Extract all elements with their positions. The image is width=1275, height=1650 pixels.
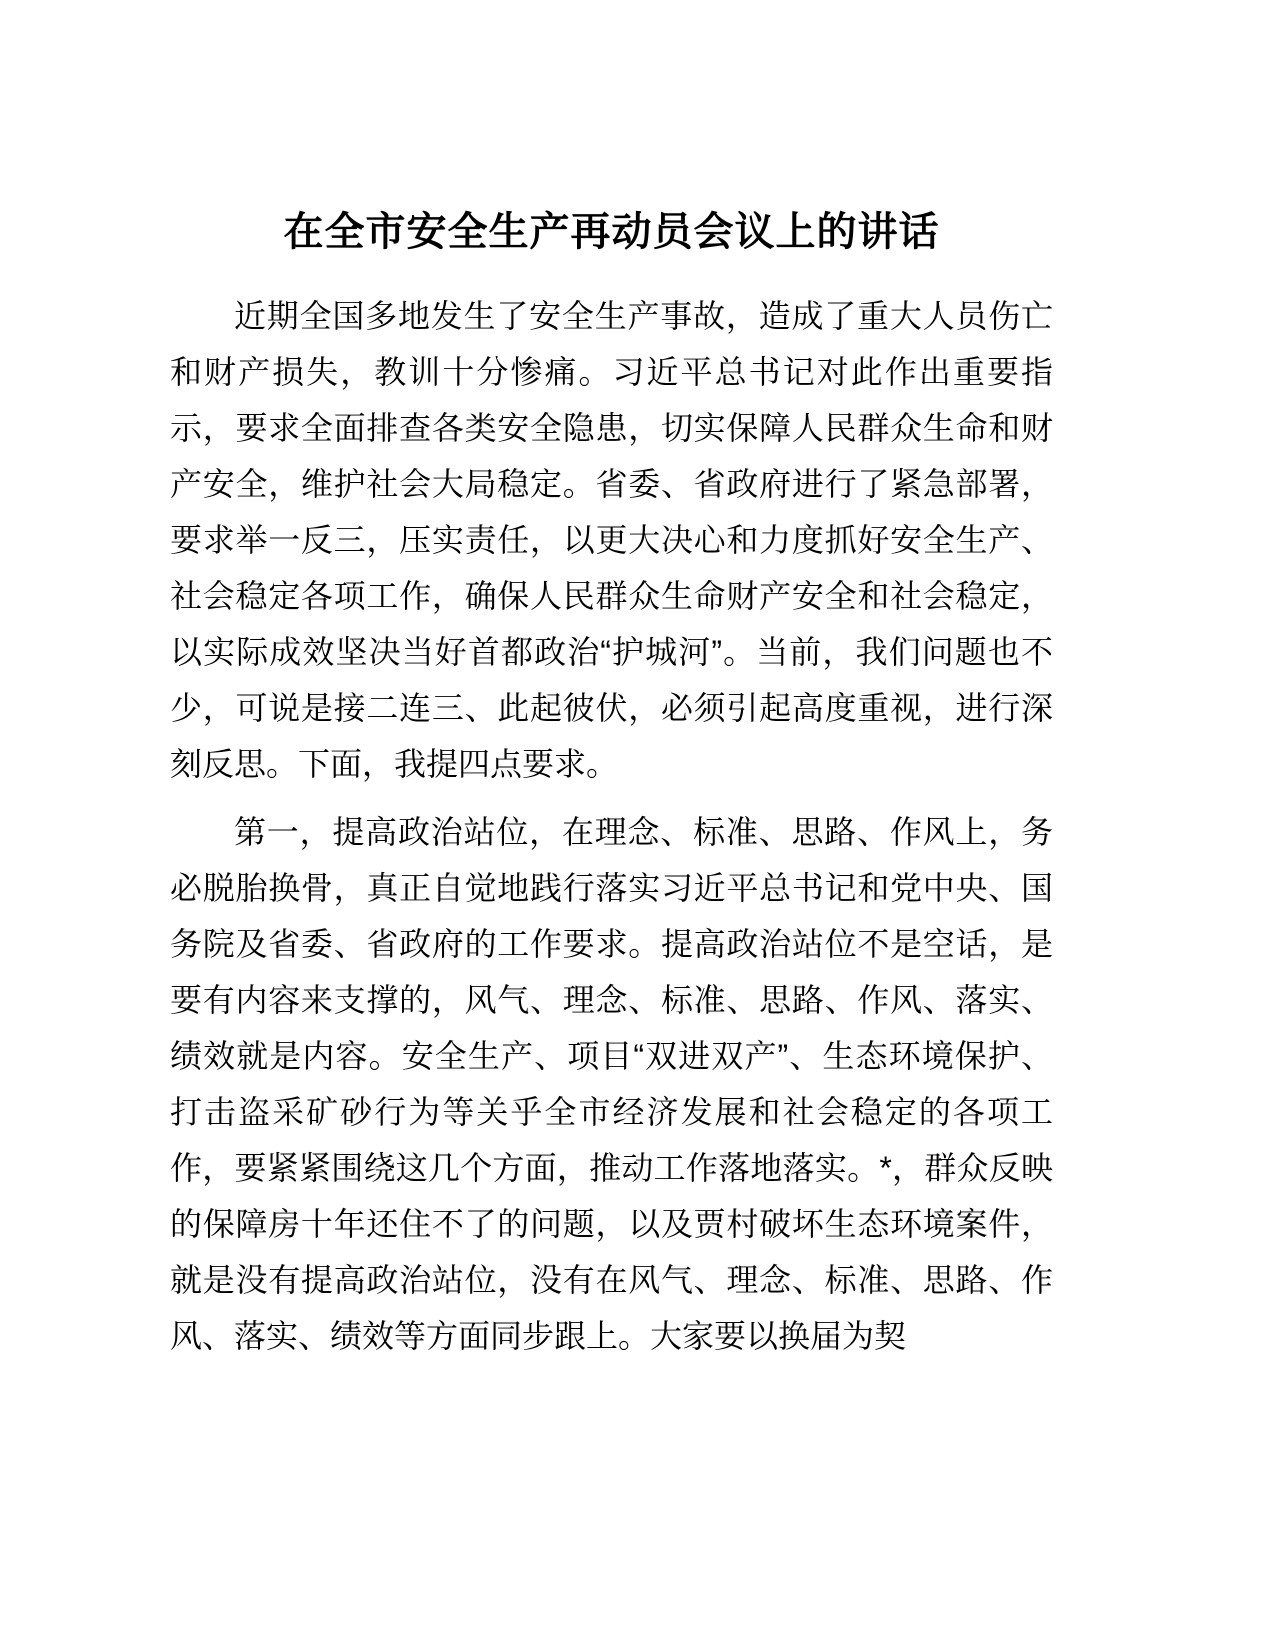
paragraph: 第一，提高政治站位，在理念、标准、思路、作风上，务必脱胎换骨，真正自觉地践行落实习近平总书记和党中央、国务院及省委、省政府的工作要求。提高政治站位不是空话，是要有内容来支撑的，风气、理念、标准、思路、作风、落实、绩效就是内容。安全生产、项目“双进双产”、生态环境保护、打击盗采矿砂行为等关乎全市经济发展和社会稳定的各项工作，要紧紧围绕这几个方面，推动工作落地落实。*，群众反映的保障房十年还住不了的问题，以及贾村破坏生态环境案件，就是没有提高政治站位，没有在风气、理念、标准、思路、作风、落实、绩效等方面同步跟上。大家要以换届为契 [170,814,1053,1354]
document-title: 在全市安全生产再动员会议上的讲话 [283,210,940,254]
paragraph: 近期全国多地发生了安全生产事故，造成了重大人员伤亡和财产损失，教训十分惨痛。习近平总书记对此作出重要指示，要求全面排查各类安全隐患，切实保障人民群众生命和财产安全，维护社会大局稳定。省委、省政府进行了紧急部署，要求举一反三，压实责任，以更大决心和力度抓好安全生产、社会稳定各项工作，确保人民群众生命财产安全和社会稳定，以实际成效坚决当好首都政治“护城河”。当前，我们问题也不少，可说是接二连三、此起彼伏，必须引起高度重视，进行深刻反思。下面，我提四点要求。 [170,298,1053,782]
